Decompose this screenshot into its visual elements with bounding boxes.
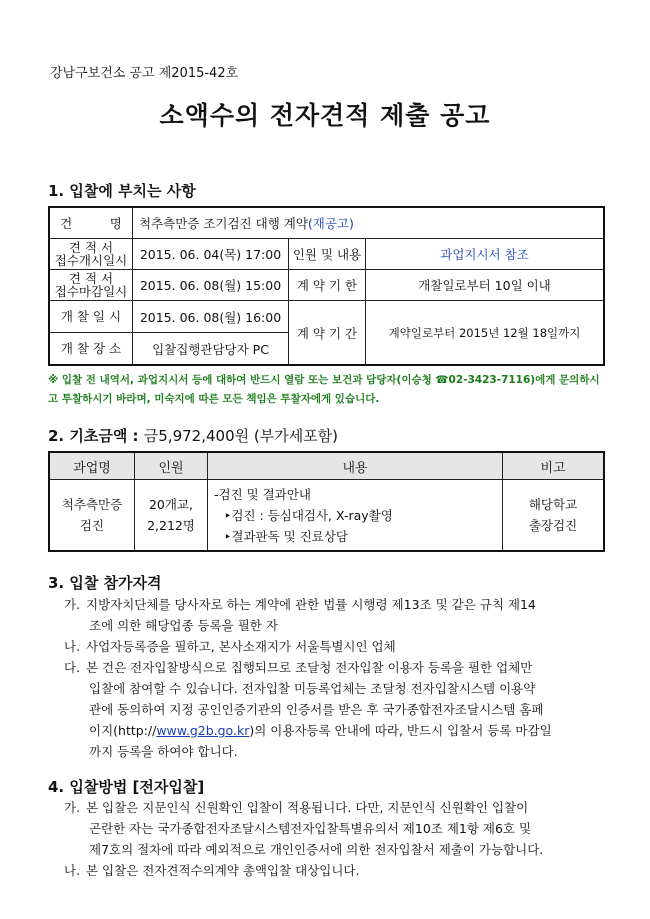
notice-number: 강남구보건소 공고 제2015-42호 [50,66,239,81]
list-item-cont: 관에 동의하여 지정 공인인증기관의 인증서를 받은 후 국가종합전자조달시스템 홈페 [89,702,544,717]
content-cell [208,480,503,552]
list-item-cont: 제7호의 절차에 따라 예외적으로 개인인증서에 의한 전자입찰서 제출이 가능합니다. [89,842,544,857]
page-title: 소액수의 전자견적 제출 공고 [159,101,491,130]
list-item: 가. 본 입찰은 지문인식 신원확인 입찰이 적용됩니다. 다만, 지문인식 신원확인 입찰이 [64,800,529,815]
col-header-task: 과업명 [49,452,135,480]
name-suffix: (재공고) [307,216,354,231]
g2b-link[interactable]: www.g2b.go.kr [156,723,250,738]
col-header-people: 인원 [135,452,208,480]
section3-heading: 3. 입찰 참가자격 [48,574,162,592]
period-value: 계약일로부터 2015년 12월 18일까지 [366,301,605,366]
name-cell [133,207,605,239]
period-label: 계 약 기 간 [289,301,366,366]
name-value: 척추측만증 조기검진 대행 계약 [139,216,308,231]
list-item-cont: 이지(http://www.g2b.go.kr)의 이용자등록 안내에 따라, 반드시 입찰서 등록 마감일 [89,723,552,738]
open-value: 2015. 06. 04(목) 17:00 [133,239,289,270]
section4-heading: 4. 입찰방법 [전자입찰] [48,778,205,796]
remark-cell: 해당학교 출장검진 [503,480,605,552]
section1-heading: 1. 입찰에 부치는 사항 [48,182,196,200]
place-label: 개 찰 장 소 [49,333,133,366]
list-item-cont: 까지 등록을 하여야 합니다. [89,744,238,759]
list-item-cont: 조에 의한 해당업종 등록을 필한 자 [89,618,278,633]
section2-heading [48,425,338,446]
content-line: -검진 및 결과안내 [214,486,311,502]
content-line: ‣검진 : 등심대검사, X-ray촬영 [224,507,393,523]
bid-open-value: 2015. 06. 08(월) 16:00 [133,301,289,333]
section3-body [64,594,609,762]
people-cell: 20개교, 2,212명 [135,480,208,552]
list-item: 나. 사업자등록증을 필하고, 본사소재지가 서울특별시인 업체 [64,639,396,654]
list-item-cont: 입찰에 참여할 수 있습니다. 전자입찰 미등록업체는 조달청 전자입찰시스템 이용약 [89,681,536,696]
section4-body [64,797,609,881]
place-value: 입찰집행관담당자 PC [133,333,289,366]
col-header-content: 내용 [208,452,503,480]
list-item: 나. 본 입찰은 전자견적수의계약 총액입찰 대상입니다. [64,863,360,878]
deadline-label: 계 약 기 한 [289,270,366,301]
list-item-cont: 곤란한 자는 국가종합전자조달시스템전자입찰특별유의서 제10조 제1항 제6호 및 [89,821,532,836]
caution-note: ※ 입찰 전 내역서, 과업지시서 등에 대하여 반드시 열람 또는 보건과 담당자(이승청 ☎02-3423-7116)에게 문의하시고 투찰하시기 바라며, 미숙지에 따른 모든 책임은 투찰자에게 있습니다. [48,374,600,405]
section2-heading-label: 2. 기초금액 : [48,427,139,445]
open-label: 견 적 서 접수개시일시 [49,239,133,270]
content-line: ‣결과판독 및 진료상담 [224,528,348,544]
base-amount: 금5,972,400원 (부가세포함) [143,427,339,445]
staff-value: 과업지시서 참조 [366,239,605,270]
name-label: 건 명 [49,207,133,239]
task-table [48,451,605,552]
list-item: 가. 지방자치단체를 당사자로 하는 계약에 관한 법률 시행령 제13조 및 같은 규칙 제14 [64,597,536,612]
bid-info-table [48,206,605,366]
staff-label: 인원 및 내용 [289,239,366,270]
list-item: 다. 본 건은 전자입찰방식으로 집행되므로 조달청 전자입찰 이용자 등록을 필한 업체만 [64,660,533,675]
close-value: 2015. 06. 08(월) 15:00 [133,270,289,301]
task-cell: 척추측만증 검진 [49,480,135,552]
deadline-value: 개찰일로부터 10일 이내 [366,270,605,301]
col-header-remark: 비고 [503,452,605,480]
close-label: 견 적 서 접수마감일시 [49,270,133,301]
bid-open-label: 개 찰 일 시 [49,301,133,333]
